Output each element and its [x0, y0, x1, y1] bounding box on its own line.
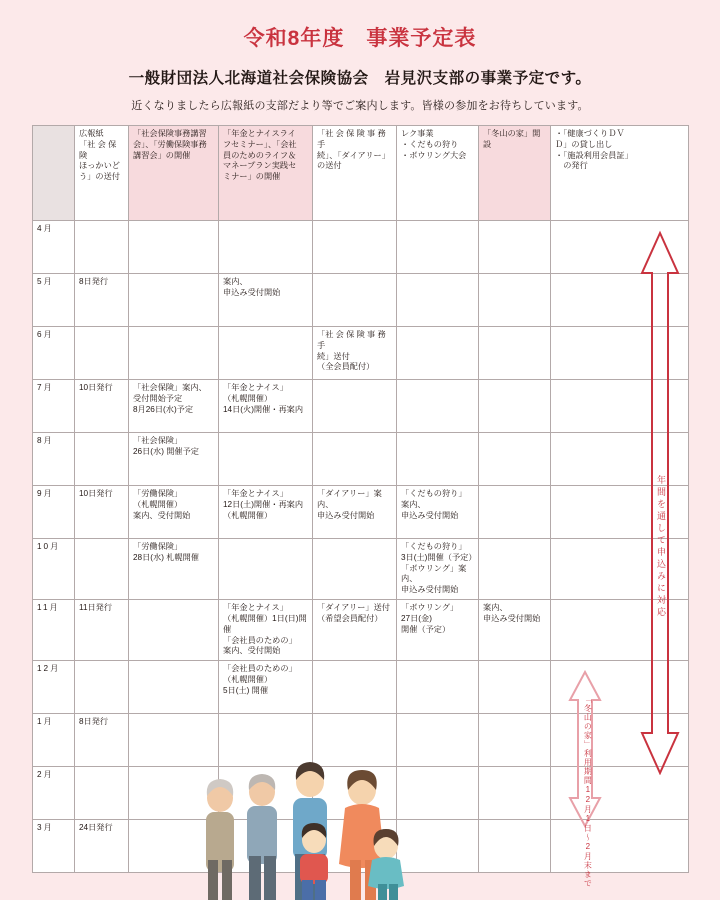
cell-winter-house: [479, 327, 551, 380]
cell-winter-house: [479, 486, 551, 539]
cell-insurance-seminar: [129, 767, 219, 820]
winter-house-arrow-label: 「冬山の家」利用期間12月1日〜2月末まで: [583, 695, 593, 888]
cell-procedures: [313, 221, 397, 274]
cell-pension-seminar: [219, 327, 313, 380]
table-row: [33, 274, 689, 327]
cell-newsletter: [75, 433, 129, 486]
cell-insurance-seminar: 「社会保険」 26日(水) 開催予定: [129, 433, 219, 486]
cell-pension-seminar: [219, 539, 313, 600]
cell-newsletter: 10日発行: [75, 486, 129, 539]
cell-dvd-membership: [551, 327, 689, 380]
cell-pension-seminar: 「会社員のための」 （札幌開催） 5日(土) 開催: [219, 661, 313, 714]
header-col-recreation: レク事業 ・くだもの狩り ・ボウリング大会: [397, 126, 479, 221]
cell-procedures: [313, 274, 397, 327]
table-row: [33, 327, 689, 380]
cell-recreation: [397, 820, 479, 873]
cell-procedures: [313, 714, 397, 767]
row-month-label: 5月: [33, 274, 75, 327]
cell-newsletter: 11日発行: [75, 600, 129, 661]
cell-newsletter: [75, 539, 129, 600]
cell-dvd-membership: [551, 274, 689, 327]
row-month-label: 3月: [33, 820, 75, 873]
cell-newsletter: [75, 221, 129, 274]
cell-insurance-seminar: [129, 327, 219, 380]
cell-newsletter: [75, 767, 129, 820]
header-corner: [33, 126, 75, 221]
row-month-label: 7月: [33, 380, 75, 433]
row-month-label: 2月: [33, 767, 75, 820]
cell-procedures: 「ダイアリー」案内、 申込み受付開始: [313, 486, 397, 539]
row-month-label: 12月: [33, 661, 75, 714]
cell-recreation: [397, 661, 479, 714]
cell-insurance-seminar: 「社会保険」案内、 受付開始予定 8月26日(水)予定: [129, 380, 219, 433]
page-title: 令和8年度 事業予定表: [243, 27, 477, 50]
header-col-pension-seminar: 「年金とナイスライ フセミナー」、「会社 員のためのライフ＆ マネープラン実践セ ミナー」の開催: [219, 126, 313, 221]
cell-pension-seminar: 「年金とナイス」 （札幌開催） 14日(火)開催・再案内: [219, 380, 313, 433]
table-row: [33, 486, 689, 539]
cell-recreation: [397, 714, 479, 767]
cell-insurance-seminar: 「労働保険」 （札幌開催） 案内、受付開始: [129, 486, 219, 539]
cell-pension-seminar: 「年金とナイス」 12日(土)開催・再案内 （札幌開催）: [219, 486, 313, 539]
table-row: [33, 221, 689, 274]
cell-newsletter: 8日発行: [75, 714, 129, 767]
row-month-label: 4月: [33, 221, 75, 274]
cell-winter-house: [479, 274, 551, 327]
cell-insurance-seminar: [129, 714, 219, 767]
cell-insurance-seminar: [129, 274, 219, 327]
table-row: [33, 539, 689, 600]
table-row: [33, 433, 689, 486]
cell-dvd-membership: [551, 380, 689, 433]
cell-pension-seminar: 案内、 申込み受付開始: [219, 274, 313, 327]
page-note: 近くなりましたら広報紙の支部だより等でご案内します。皆様の参加をお待ちしています。: [131, 100, 589, 112]
cell-newsletter: 24日発行: [75, 820, 129, 873]
cell-pension-seminar: [219, 767, 313, 820]
cell-winter-house: [479, 380, 551, 433]
cell-winter-house: [479, 539, 551, 600]
header-col-newsletter: 広報紙 「社 会 保 険 ほっかいど う」の送付: [75, 126, 129, 221]
cell-recreation: [397, 221, 479, 274]
header-col-seminars-insurance: 「社会保険事務講習 会」、「労働保険事務 講習会」の開催: [129, 126, 219, 221]
cell-insurance-seminar: [129, 661, 219, 714]
cell-insurance-seminar: [129, 820, 219, 873]
cell-procedures: 「社 会 保 険 事 務 手 続」送付 （全会員配付）: [313, 327, 397, 380]
cell-dvd-membership: [551, 221, 689, 274]
cell-pension-seminar: [219, 820, 313, 873]
table-header: [33, 126, 689, 221]
row-month-label: 9月: [33, 486, 75, 539]
table-row: [33, 380, 689, 433]
cell-winter-house: [479, 767, 551, 820]
cell-winter-house: [479, 714, 551, 767]
cell-procedures: [313, 767, 397, 820]
cell-winter-house: [479, 820, 551, 873]
header-col-procedures-diary: 「社 会 保 険 事 務 手 続」、「ダイアリー」 の送付: [313, 126, 397, 221]
cell-newsletter: 8日発行: [75, 274, 129, 327]
cell-recreation: 「ボウリング」 27日(金) 開催（予定）: [397, 600, 479, 661]
row-month-label: 11月: [33, 600, 75, 661]
row-month-label: 6月: [33, 327, 75, 380]
row-month-label: 8月: [33, 433, 75, 486]
cell-insurance-seminar: [129, 221, 219, 274]
cell-procedures: [313, 433, 397, 486]
year-round-arrow-label: 年間を通して申込みに対応: [655, 475, 666, 619]
cell-procedures: [313, 380, 397, 433]
cell-pension-seminar: [219, 433, 313, 486]
cell-procedures: 「ダイアリー」送付 （希望会員配付）: [313, 600, 397, 661]
table-header-row: [33, 126, 689, 221]
cell-newsletter: 10日発行: [75, 380, 129, 433]
row-month-label: 1月: [33, 714, 75, 767]
cell-winter-house: [479, 221, 551, 274]
cell-procedures: [313, 661, 397, 714]
cell-insurance-seminar: [129, 600, 219, 661]
cell-insurance-seminar: 「労働保険」 28日(水) 札幌開催: [129, 539, 219, 600]
cell-winter-house: 案内、 申込み受付開始: [479, 600, 551, 661]
schedule-table-wrapper: [32, 125, 688, 888]
cell-winter-house: [479, 433, 551, 486]
cell-winter-house: [479, 661, 551, 714]
cell-recreation: [397, 274, 479, 327]
cell-recreation: [397, 327, 479, 380]
cell-pension-seminar: 「年金とナイス」 （札幌開催）1日(日)開催 「会社員のための」 案内、受付開始: [219, 600, 313, 661]
cell-newsletter: [75, 327, 129, 380]
cell-pension-seminar: [219, 221, 313, 274]
table-row: [33, 600, 689, 661]
cell-recreation: [397, 380, 479, 433]
page-subtitle: 一般財団法人北海道社会保険協会 岩見沢支部の事業予定です。: [128, 70, 592, 87]
cell-recreation: 「くだもの狩り」 3日(土)開催（予定） 「ボウリング」案内、 申込み受付開始: [397, 539, 479, 600]
header-col-dvd-membership: ・「健康づくりＤＶ Ｄ」の貸し出し ・「施設利用会員証」 の発行: [551, 126, 689, 221]
cell-recreation: [397, 433, 479, 486]
header-col-winter-house: 「冬山の家」開設: [479, 126, 551, 221]
cell-pension-seminar: [219, 714, 313, 767]
cell-recreation: 「くだもの狩り」 案内、 申込み受付開始: [397, 486, 479, 539]
cell-procedures: [313, 820, 397, 873]
cell-newsletter: [75, 661, 129, 714]
cell-procedures: [313, 539, 397, 600]
cell-recreation: [397, 767, 479, 820]
row-month-label: 10月: [33, 539, 75, 600]
